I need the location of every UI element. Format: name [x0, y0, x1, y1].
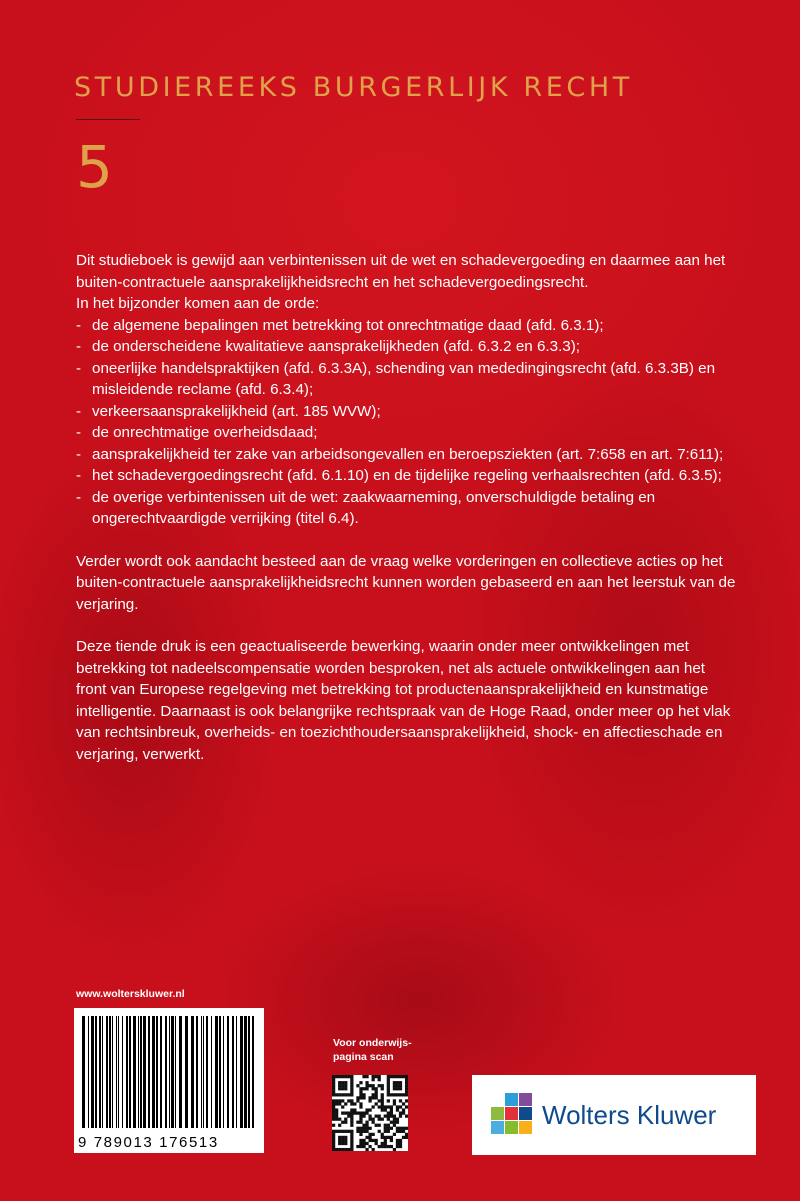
barcode-digits: 9 789013 176513: [78, 1134, 219, 1151]
list-item: - aansprakelijkheid ter zake van arbeidsongevallen en beroepsziekten (art. 7:658 en art. 7:611);: [76, 444, 736, 466]
qr-code-icon[interactable]: [332, 1075, 408, 1151]
publisher-logo: [472, 1075, 756, 1155]
back-cover-text: [76, 250, 736, 765]
logo-text: Wolters Kluwer: [542, 1100, 717, 1130]
list-item: - de onderscheidene kwalitatieve aansprakelijkheden (afd. 6.3.2 en 6.3.3);: [76, 336, 736, 358]
edition-paragraph: Deze tiende druk is een geactualiseerde bewerking, waarin onder meer ontwikkelingen met betrekking tot nadeelscompensatie worden besproken, net als actuele ontwikkelingen aan het front van Europese regelgeving met betrekking tot productenaansprakelijkheid en kunstmatige intelligentie. Daarnaast is ook belangrijke rechtspraak van de Hoge Raad, onder meer op het vlak van rechtsinbreuk, overheids- en toezichthoudersaansprakelijkheid, shock- en affectieschade en verjaring, verwerkt.: [76, 638, 731, 763]
lead-line: In het bijzonder komen aan de orde:: [76, 295, 320, 312]
title-divider: [76, 119, 140, 120]
list-item: - de overige verbintenissen uit de wet: zaakwaarneming, onverschuldigde betaling en ongerechtvaardigde verrijking (titel 6.4).: [76, 487, 736, 530]
wolters-kluwer-logo-icon: [490, 1092, 534, 1136]
list-item: - de algemene bepalingen met betrekking tot onrechtmatige daad (afd. 6.3.1);: [76, 315, 736, 337]
series-title: STUDIEREEKS BURGERLIJK RECHT: [74, 72, 633, 103]
list-item: - het schadevergoedingsrecht (afd. 6.1.10) en de tijdelijke regeling verhaalsrechten (afd. 6.3.5);: [76, 465, 736, 487]
list-item: - verkeersaansprakelijkheid (art. 185 WVW);: [76, 401, 736, 423]
scan-note-line: Voor onderwijs-: [333, 1037, 412, 1049]
scan-note-line: pagina scan: [333, 1051, 394, 1063]
volume-number: 5: [76, 133, 113, 201]
intro-paragraph: Dit studieboek is gewijd aan verbintenissen uit de wet en schadevergoeding en daarmee aan het buiten-contractuele aansprakelijkheidsrecht en het schadevergoedingsrecht.: [76, 252, 726, 291]
collective-actions-paragraph: Verder wordt ook aandacht besteed aan de vraag welke vorderingen en collectieve acties op het buiten-contractuele aansprakelijkheidsrecht kunnen worden gebaseerd en aan het leerstuk van de verjaring.: [76, 552, 736, 613]
list-item: - oneerlijke handelspraktijken (afd. 6.3.3A), schending van mededingingsrecht (afd. 6.3.3B) en misleidende reclame (afd. 6.3.4);: [76, 358, 736, 401]
isbn-barcode: [74, 1008, 264, 1153]
list-item: - de onrechtmatige overheidsdaad;: [76, 422, 736, 444]
scan-note: [333, 1036, 443, 1064]
topics-list: [76, 315, 736, 530]
barcode-bars: [80, 1016, 258, 1128]
publisher-url[interactable]: www.wolterskluwer.nl: [76, 988, 185, 1000]
